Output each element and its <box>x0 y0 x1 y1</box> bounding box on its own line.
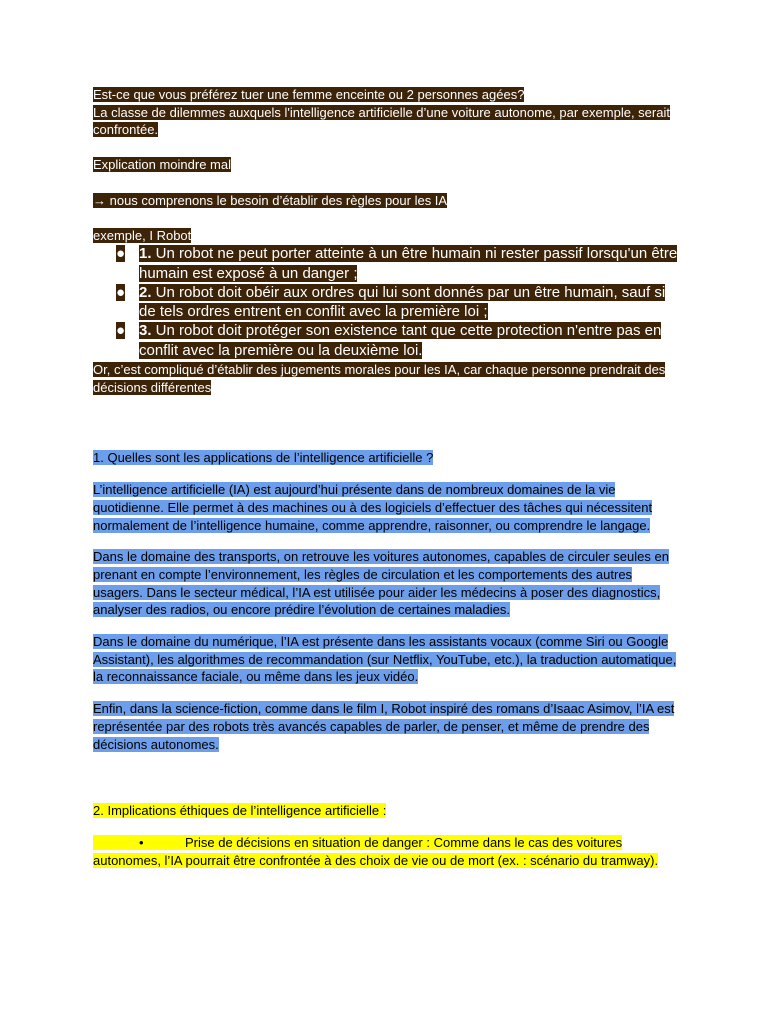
list-item: ● 1. Un robot ne peut porter atteinte à un être humain ni rester passif lorsqu'un être humain est exposé à un danger ; <box>116 245 678 282</box>
bullet-icon: ● <box>116 322 126 340</box>
need-rules-line: → nous comprenons le besoin d’établir des règles pour les IA <box>93 192 448 208</box>
digital-paragraph: Dans le domaine du numérique, l’IA est présente dans les assistants vocaux (comme Siri ou Google Assistant), les algorithmes de recommandation (sur Netflix, YouTube, etc.), la traduction automatique, la reconnaissance faciale, ou même dans les jeux vidéo. <box>93 634 677 685</box>
bullet-icon: ● <box>116 283 126 301</box>
question-line: Est-ce que vous préférez tuer une femme enceinte ou 2 personnes agées? <box>93 87 525 102</box>
robot-laws-list <box>93 244 678 360</box>
list-item: ● 3. Un robot doit protéger son existence tant que cette protection n'entre pas en conflit avec la première ou la deuxième loi. <box>116 322 662 359</box>
science-fiction-paragraph: Enfin, dans la science-fiction, comme dans le film I, Robot inspiré des romans d’Isaac Asimov, l’IA est représentée par des robots très avancés capables de parler, de penser, et même de prendre des décisions autonomes. <box>93 701 675 752</box>
dilemma-paragraph: La classe de dilemmes auxquels l'intelligence artificielle d’une voiture autonome, par exemple, serait confrontée. <box>93 104 670 138</box>
transport-paragraph: Dans le domaine des transports, on retrouve les voitures autonomes, capables de circuler seules en prenant en compte l’environnement, les règles de circulation et les comportements des autres usagers. Dans le secteur médical, l’IA est utilisée pour aider les médecins à poser des diagnostics, analyser des radios, ou encore prédire l’évolution de certaines maladies. <box>93 549 669 618</box>
list-item: ● 2. Un robot doit obéir aux ordres qui lui sont donnés par un être humain, sauf si de tels ordres entrent en conflit avec la première loi ; <box>116 283 666 321</box>
document-page <box>93 86 678 869</box>
example-line: exemple, I Robot <box>93 227 192 243</box>
applications-heading: 1. Quelles sont les applications de l’intelligence artificielle ? <box>93 450 434 466</box>
ethics-item: • Prise de décisions en situation de danger : Comme dans le cas des voitures autonomes, l’IA pourrait être confrontée à des choix de vie ou de mort (ex. : scénario du tramway). <box>93 834 659 868</box>
bullet-icon: • <box>139 834 144 850</box>
explanation-line: Explication moindre mal <box>93 157 232 173</box>
bullet-icon: ● <box>116 245 126 263</box>
conclusion-paragraph: Or, c’est compliqué d’établir des jugements morales pour les IA, car chaque personne prendrait des décisions différentes <box>93 362 666 395</box>
applications-intro-paragraph: L’intelligence artificielle (IA) est aujourd’hui présente dans de nombreux domaines de la vie quotidienne. Elle permet à des machines ou à des logiciels d’effectuer des tâches qui nécessitent normalement de l’intelligence humaine, comme apprendre, raisonner, ou comprendre le langage. <box>93 482 653 533</box>
ethics-heading: 2. Implications éthiques de l’intelligence artificielle : <box>93 803 387 819</box>
